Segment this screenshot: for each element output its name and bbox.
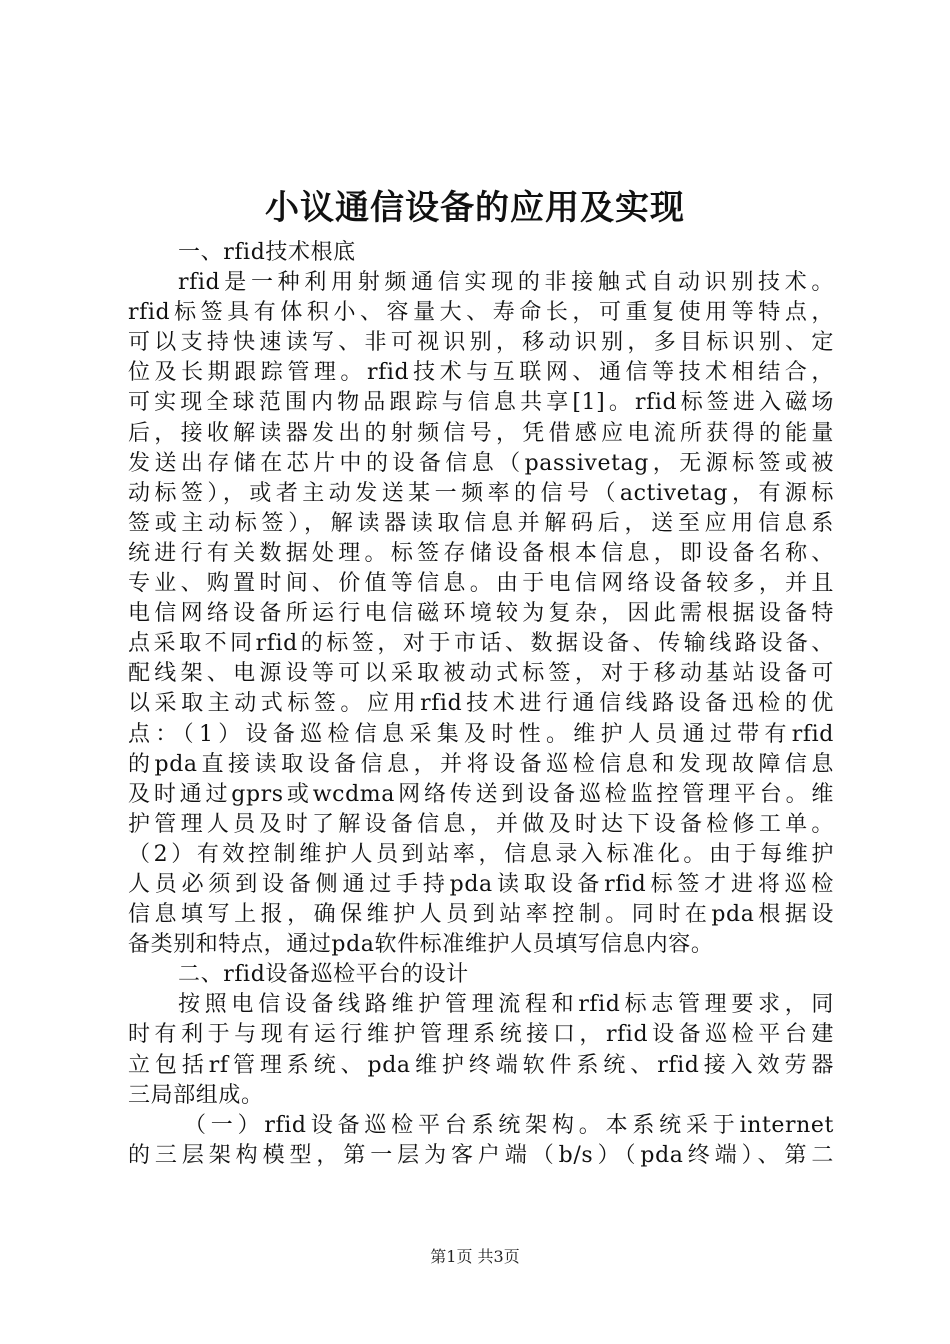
- text-line: 点：（1）设备巡检信息采集及时性。维护人员通过带有rfid: [128, 721, 834, 747]
- text-line: （一）rfid设备巡检平台系统架构。本系统采于internet: [184, 1112, 834, 1138]
- text-line: 以采取主动式标签。应用rfid技术进行通信线路设备迅检的优: [128, 691, 834, 717]
- text-line: rfid标签具有体积小、容量大、寿命长，可重复使用等特点，: [128, 300, 834, 326]
- section-heading: 一、rfid技术根底: [178, 240, 356, 265]
- text-line: 可以支持快速读写、非可视识别，移动识别，多目标识别、定: [128, 330, 834, 356]
- text-line: 立包括rf管理系统、pda维护终端软件系统、rfid接入效劳器: [128, 1052, 834, 1078]
- text-line: 按照电信设备线路维护管理流程和rfid标志管理要求，同: [178, 992, 834, 1018]
- text-line: 位及长期跟踪管理。rfid技术与互联网、通信等技术相结合，: [128, 360, 834, 386]
- document-title: 小议通信设备的应用及实现: [265, 188, 685, 228]
- text-line: 后，接收解读器发出的射频信号，凭借感应电流所获得的能量: [128, 420, 834, 446]
- text-line: 点采取不同rfid的标签，对于市话、数据设备、传输线路设备、: [128, 631, 834, 657]
- section-heading: 二、rfid设备巡检平台的设计: [178, 962, 469, 988]
- text-line: 签或主动标签），解读器读取信息并解码后，送至应用信息系: [128, 510, 834, 536]
- text-line: 专业、购置时间、价值等信息。由于电信网络设备较多，并且: [128, 571, 834, 597]
- text-line: rfid是一种利用射频通信实现的非接触式自动识别技术。: [178, 270, 834, 296]
- text-line: 动标签），或者主动发送某一频率的信号（activetag，有源标: [128, 480, 834, 506]
- text-line: 及时通过gprs或wcdma网络传送到设备巡检监控管理平台。维: [128, 781, 834, 807]
- text-line: 的三层架构模型，第一层为客户端（b/s）（pda终端）、第二: [128, 1142, 834, 1168]
- page-footer: 第1页 共3页: [430, 1247, 520, 1266]
- text-line: 配线架、电源设等可以采取被动式标签，对于移动基站设备可: [128, 661, 834, 687]
- text-line: 时有利于与现有运行维护管理系统接口，rfid设备巡检平台建: [128, 1022, 834, 1048]
- text-line: 电信网络设备所运行电信磁环境较为复杂，因此需根据设备特: [128, 601, 834, 627]
- text-line: 信息填写上报，确保维护人员到站率控制。同时在pda根据设: [128, 902, 834, 928]
- text-line: 发送出存储在芯片中的设备信息（passivetag，无源标签或被: [128, 450, 834, 476]
- text-line: （2）有效控制维护人员到站率，信息录入标准化。由于每维护: [128, 841, 834, 867]
- text-line: 的pda直接读取设备信息，并将设备巡检信息和发现故障信息: [128, 751, 834, 777]
- document-body: [128, 238, 834, 1171]
- text-line: 护管理人员及时了解设备信息，并做及时达下设备检修工单。: [128, 811, 834, 837]
- text-line: 可实现全球范围内物品跟踪与信息共享[1]。rfid标签进入磁场: [128, 390, 834, 416]
- text-line: 三局部组成。: [128, 1082, 264, 1108]
- text-line: 统进行有关数据处理。标签存储设备根本信息，即设备名称、: [128, 540, 834, 566]
- text-line: 备类别和特点，通过pda软件标准维护人员填写信息内容。: [128, 932, 714, 958]
- text-line: 人员必须到设备侧通过手持pda读取设备rfid标签才进将巡检: [128, 871, 834, 897]
